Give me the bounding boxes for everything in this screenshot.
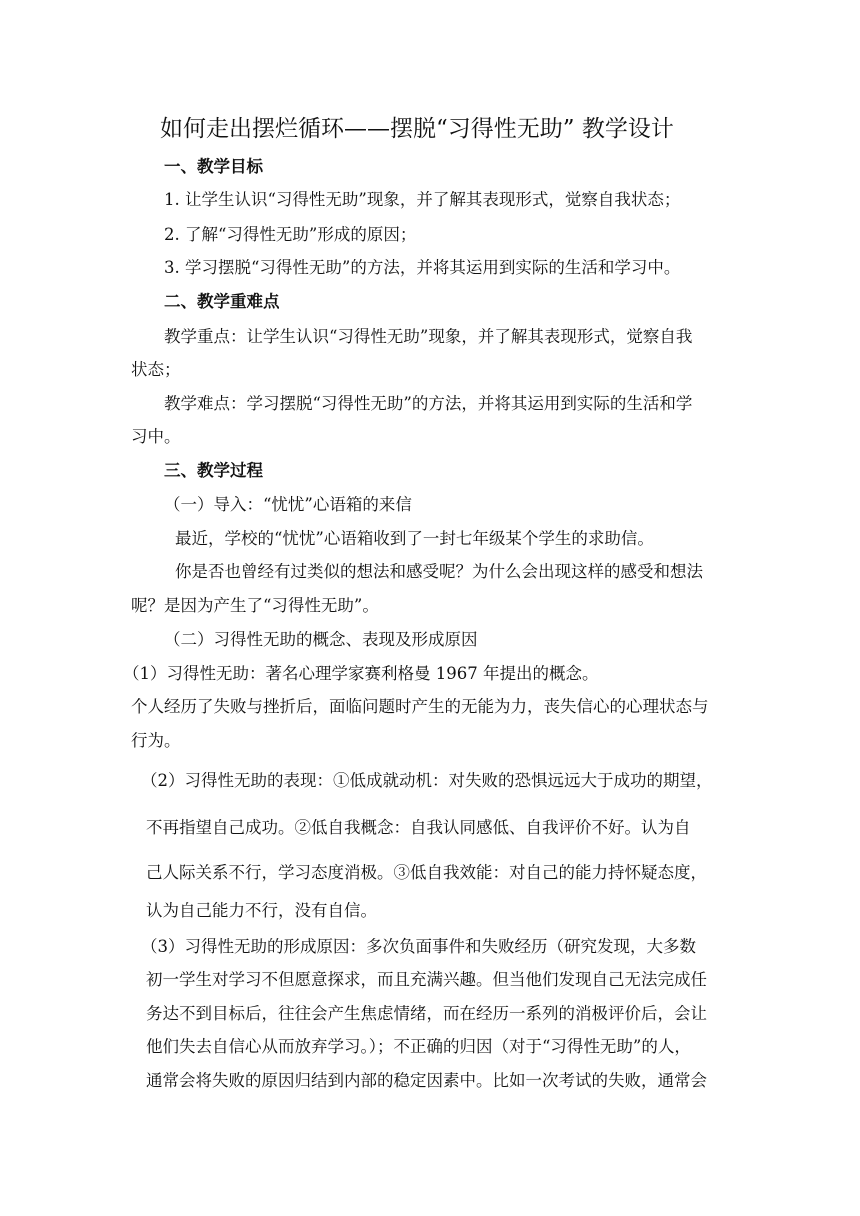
paragraph-text: 个人经历了失败与挫折后，面临问题时产生的无能为力，丧失信心的心理状态与 [131,697,709,716]
subsection-heading: （一）导入：“忧忧”心语箱的来信 [164,495,412,514]
goal-item: 3. 学习摆脱“习得性无助”的方法，并将其运用到实际的生活和学习中。 [164,258,681,277]
paragraph-text: （2）习得性无助的表现：①低成就动机：对失败的恐惧远远大于成功的期望， [141,771,713,790]
key-point-text: 状态； [131,360,181,379]
difficulty-text: 教学难点：学习摆脱“习得性无助”的方法，并将其运用到实际的生活和学 [164,394,693,413]
section-heading-goals: 一、教学目标 [164,157,263,176]
goal-item: 2. 了解“习得性无助”形成的原因； [164,225,417,244]
section-heading-process: 三、教学过程 [164,461,263,480]
paragraph-text: 你是否也曾经有过类似的想法和感受呢？为什么会出现这样的感受和想法 [175,562,703,581]
difficulty-text: 习中。 [131,427,181,446]
key-point-text: 教学重点：让学生认识“习得性无助”现象，并了解其表现形式，觉察自我 [164,327,693,346]
paragraph-text: 呢？是因为产生了“习得性无助”。 [131,596,379,615]
paragraph-text: 最近，学校的“忧忧”心语箱收到了一封七年级某个学生的求助信。 [175,529,654,548]
paragraph-text: 初一学生对学习不但愿意探求，而且充满兴趣。但当他们发现自己无法完成任 [146,970,707,989]
paragraph-text: 认为自己能力不行，没有自信。 [146,901,377,920]
document-title: 如何走出摆烂循环——摆脱“习得性无助” 教学设计 [160,116,674,142]
subsection-heading: （二）习得性无助的概念、表现及形成原因 [164,630,478,649]
paragraph-text: 通常会将失败的原因归结到内部的稳定因素中。比如一次考试的失败，通常会 [146,1071,707,1090]
paragraph-text: 他们失去自信心从而放弃学习。）；不正确的归因（对于“习得性无助”的人， [146,1037,691,1056]
goal-item: 1. 让学生认识“习得性无助”现象，并了解其表现形式，觉察自我状态； [164,190,681,209]
section-heading-key-points: 二、教学重难点 [164,292,280,311]
paragraph-text: （1）习得性无助：著名心理学家赛利格曼 1967 年提出的概念。 [123,664,599,683]
paragraph-text: 行为。 [131,731,181,750]
paragraph-text: 己人际关系不行，学习态度消极。③低自我效能：对自己的能力持怀疑态度， [146,863,707,882]
paragraph-text: 不再指望自己成功。②低自我概念：自我认同感低、自我评价不好。认为自 [146,818,691,837]
paragraph-text: （3）习得性无助的形成原因：多次负面事件和失败经历（研究发现，大多数 [141,937,696,956]
paragraph-text: 务达不到目标后，往往会产生焦虑情绪，而在经历一系列的消极评价后，会让 [146,1004,707,1023]
